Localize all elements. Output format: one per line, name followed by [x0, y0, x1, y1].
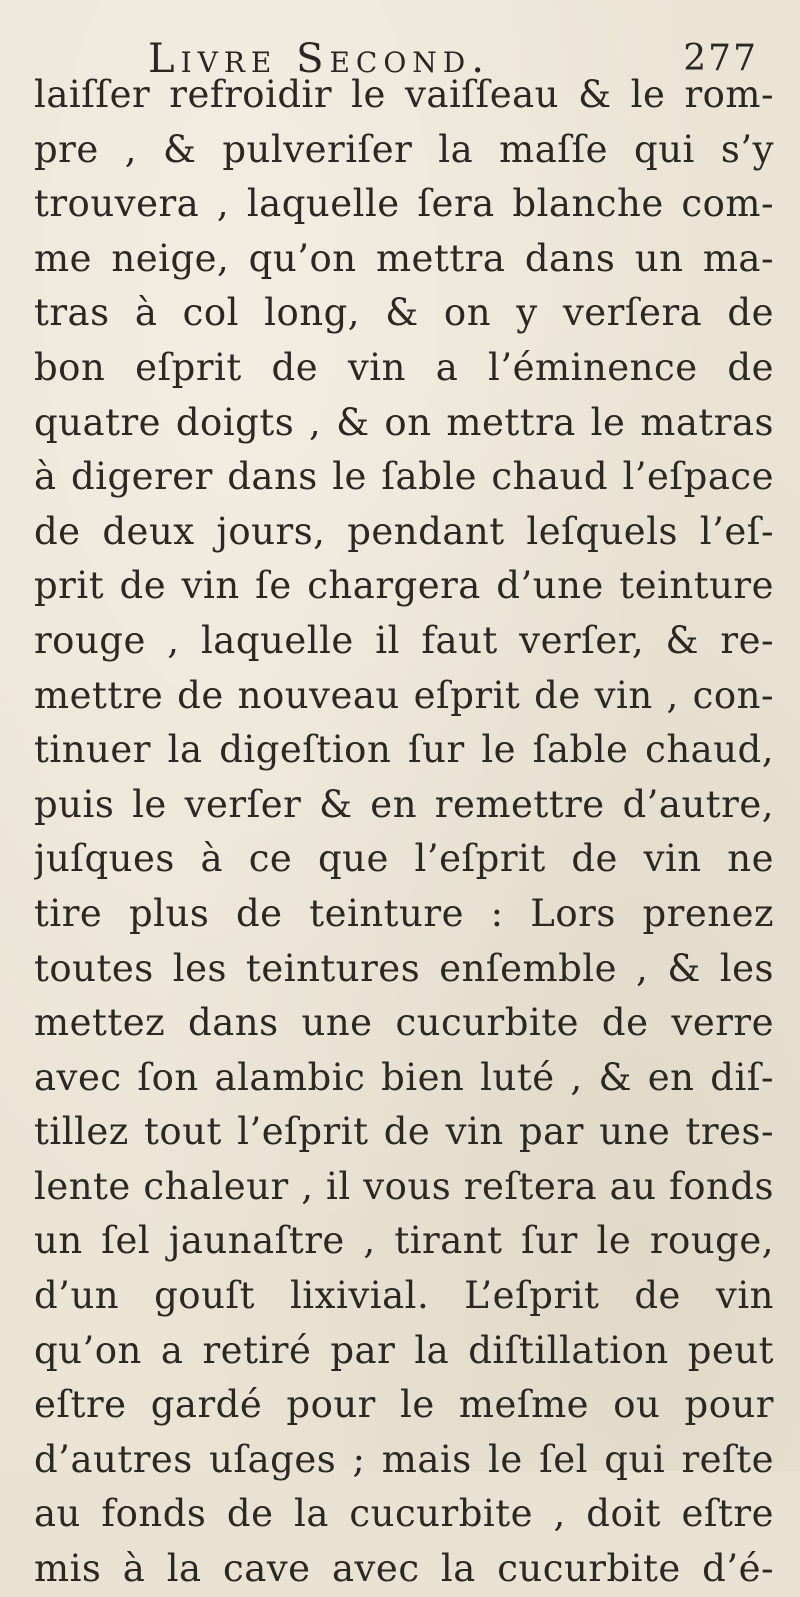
- text-line: mis à la cave avec la cucurbite d’é-: [34, 1547, 774, 1591]
- text-line: quatre doigts , & on mettra le matras: [34, 400, 774, 444]
- text-line: mettez dans une cucurbite de verre: [34, 1001, 774, 1045]
- text-line: bon eſprit de vin a l’éminence de: [34, 345, 774, 389]
- text-line: trouvera , laquelle ſera blanche com-: [34, 182, 774, 226]
- running-title: Livre Second.: [148, 36, 490, 82]
- text-line: qu’on a retiré par la diſtillation peut: [34, 1328, 774, 1372]
- text-line: de deux jours, pendant leſquels l’eſ-: [34, 509, 774, 553]
- text-line: mettre de nouveau eſprit de vin , con-: [34, 673, 774, 717]
- text-line: tire plus de teinture : Lors prenez: [34, 891, 774, 935]
- text-line: avec ſon alambic bien luté , & en diſ-: [34, 1055, 774, 1099]
- page-number: 277: [683, 38, 758, 79]
- text-line: prit de vin ſe chargera d’une teinture: [34, 564, 774, 608]
- text-line: laiſſer refroidir le vaiſſeau & le rom-: [34, 73, 774, 116]
- text-line: au fonds de la cucurbite , doit eſtre: [34, 1492, 774, 1536]
- body-text: [34, 68, 774, 1597]
- text-line: rouge , laquelle il faut verſer, & re-: [34, 618, 774, 662]
- text-line: à digerer dans le ſable chaud l’eſpace: [34, 455, 774, 499]
- text-line: juſques à ce que l’eſprit de vin ne: [34, 837, 774, 881]
- text-line: eſtre gardé pour le meſme ou pour: [34, 1383, 774, 1427]
- text-line: d’autres uſages ; mais le ſel qui reſte: [34, 1437, 774, 1481]
- text-line: un ſel jaunaſtre , tirant ſur le rouge,: [34, 1219, 774, 1263]
- text-line: tinuer la digeſtion ſur le ſable chaud,: [34, 728, 774, 772]
- text-line: d’un gouſt lixivial. L’eſprit de vin: [34, 1274, 774, 1318]
- text-line: me neige, qu’on mettra dans un ma-: [34, 236, 774, 280]
- text-line: toutes les teintures enſemble , & les: [34, 946, 774, 990]
- text-line: tillez tout l’eſprit de vin par une tres-: [34, 1110, 774, 1154]
- text-line: pre , & pulveriſer la maſſe qui s’y: [34, 127, 774, 171]
- text-line: puis le verſer & en remettre d’autre,: [34, 782, 774, 826]
- text-line: tras à col long, & on y verſera de: [34, 291, 774, 335]
- text-line: lente chaleur , il vous reſtera au fonds: [34, 1164, 774, 1208]
